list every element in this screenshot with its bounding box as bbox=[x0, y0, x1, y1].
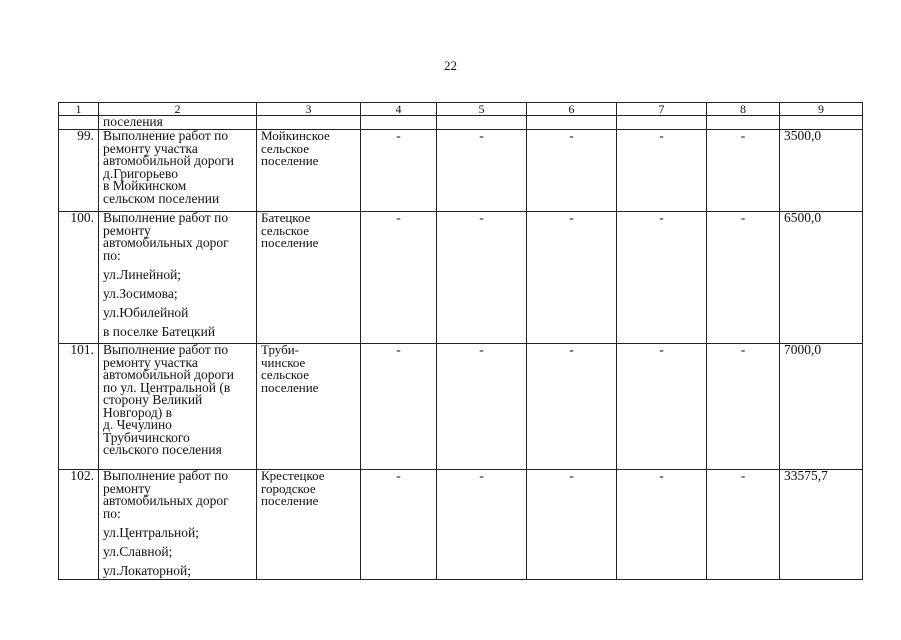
value-c5: - bbox=[437, 130, 527, 212]
col-header-2: 2 bbox=[99, 103, 257, 116]
street-item: ул.Зосимова; bbox=[103, 286, 178, 301]
recipient bbox=[257, 212, 361, 344]
recipient-line: чинское bbox=[261, 354, 306, 370]
recipient bbox=[257, 470, 361, 580]
value-c6: - bbox=[527, 470, 617, 580]
work-line: д.Григорьево bbox=[103, 165, 179, 181]
work-line: ремонту участка bbox=[103, 354, 198, 370]
work-description bbox=[99, 212, 257, 344]
recipient-line: сельское bbox=[261, 367, 309, 382]
street-item: ул.Линейной; bbox=[103, 267, 182, 282]
street-item: ул.Локаторной; bbox=[103, 563, 192, 578]
value-c4: - bbox=[361, 212, 437, 344]
table-body bbox=[59, 103, 863, 580]
row-number: 101. bbox=[59, 344, 99, 470]
value-c7: - bbox=[617, 130, 707, 212]
value-c4: - bbox=[361, 344, 437, 470]
work-line: ремонту bbox=[103, 480, 151, 496]
street-item: ул.Юбилейной bbox=[103, 305, 189, 320]
value-c5: - bbox=[437, 470, 527, 580]
work-line: Выполнение работ по bbox=[103, 468, 229, 483]
col-header-9: 9 bbox=[780, 103, 863, 116]
work-line: автомобильных дорог bbox=[103, 493, 229, 508]
value-c6: - bbox=[527, 212, 617, 344]
page-number: 22 bbox=[444, 58, 457, 73]
value-c6: - bbox=[527, 130, 617, 212]
value-c8: - bbox=[707, 470, 780, 580]
work-line: автомобильной дороги bbox=[103, 367, 234, 382]
work-description bbox=[99, 344, 257, 470]
work-line: д. Чечулино bbox=[103, 417, 172, 432]
row-number: 102. bbox=[59, 470, 99, 580]
recipient-line: сельское bbox=[261, 222, 309, 238]
recipient-line: Батецкое bbox=[261, 210, 311, 225]
recipient-line: поселение bbox=[261, 379, 319, 395]
col-header-6: 6 bbox=[527, 103, 617, 116]
recipient bbox=[257, 130, 361, 212]
value-c7: - bbox=[617, 344, 707, 470]
col-header-4: 4 bbox=[361, 103, 437, 116]
table-row bbox=[59, 130, 863, 212]
work-line: сторону Великий bbox=[103, 392, 203, 407]
work-line: сельском поселении bbox=[103, 190, 220, 206]
total-amount: 33575,7 bbox=[780, 470, 863, 580]
recipient-line: поселение bbox=[261, 153, 319, 168]
work-line: по ул. Центральной (в bbox=[103, 379, 231, 395]
work-line: ремонту bbox=[103, 222, 151, 238]
value-c7: - bbox=[617, 212, 707, 344]
work-line: автомобильных дорог bbox=[103, 235, 229, 250]
cont-work-cell: поселения bbox=[99, 116, 257, 130]
table-row bbox=[59, 344, 863, 470]
work-line: по: bbox=[103, 247, 121, 263]
recipient bbox=[257, 344, 361, 470]
recipient-line: сельское bbox=[261, 140, 309, 156]
col-header-1: 1 bbox=[59, 103, 99, 116]
value-c8: - bbox=[707, 212, 780, 344]
value-c4: - bbox=[361, 130, 437, 212]
work-line: ремонту участка bbox=[103, 140, 198, 156]
recipient-line: городское bbox=[261, 480, 316, 496]
work-line: сельского поселения bbox=[103, 442, 222, 457]
table-row bbox=[59, 212, 863, 344]
work-description bbox=[99, 130, 257, 212]
work-line: в Мойкинском bbox=[103, 178, 187, 193]
value-c8: - bbox=[707, 130, 780, 212]
header-row bbox=[59, 103, 863, 116]
col-header-7: 7 bbox=[617, 103, 707, 116]
col-header-5: 5 bbox=[437, 103, 527, 116]
col-header-8: 8 bbox=[707, 103, 780, 116]
row-number: 99. bbox=[59, 130, 99, 212]
total-amount: 3500,0 bbox=[780, 130, 863, 212]
work-line: автомобильной дороги bbox=[103, 153, 234, 168]
street-item: ул.Славной; bbox=[103, 544, 173, 559]
street-item: ул.Центральной; bbox=[103, 525, 200, 540]
budget-table bbox=[58, 102, 863, 580]
recipient-line: поселение bbox=[261, 235, 319, 250]
work-line: Выполнение работ по bbox=[103, 128, 229, 143]
value-c7: - bbox=[617, 470, 707, 580]
value-c4: - bbox=[361, 470, 437, 580]
value-c5: - bbox=[437, 212, 527, 344]
value-c5: - bbox=[437, 344, 527, 470]
value-c6: - bbox=[527, 344, 617, 470]
work-description bbox=[99, 470, 257, 580]
recipient-line: Крестецкое bbox=[261, 468, 325, 483]
col-header-3: 3 bbox=[257, 103, 361, 116]
work-line: Трубичинского bbox=[103, 429, 190, 445]
total-amount: 6500,0 bbox=[780, 212, 863, 344]
total-amount: 7000,0 bbox=[780, 344, 863, 470]
table-row bbox=[59, 470, 863, 580]
value-c8: - bbox=[707, 344, 780, 470]
row-number: 100. bbox=[59, 212, 99, 344]
recipient-line: поселение bbox=[261, 493, 319, 508]
work-line: по: bbox=[103, 505, 121, 521]
work-line: Выполнение работ по bbox=[103, 342, 229, 357]
recipient-line: Мойкинское bbox=[261, 128, 330, 143]
work-line: Новгород) в bbox=[103, 404, 173, 420]
recipient-line: Труби- bbox=[261, 342, 300, 357]
work-line: Выполнение работ по bbox=[103, 210, 229, 225]
street-item: в поселке Батецкий bbox=[103, 324, 216, 339]
